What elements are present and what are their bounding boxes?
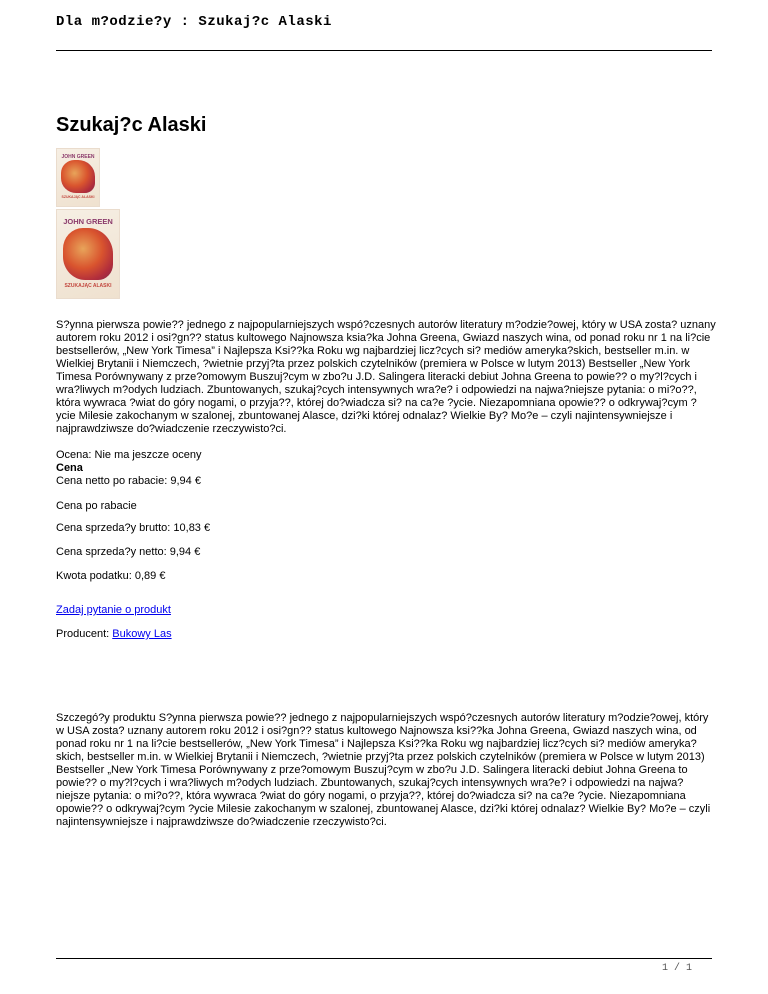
cover-book-title: SZUKAJĄC ALASKI [61, 195, 95, 199]
producer-label: Producent: [56, 628, 113, 640]
producer-link[interactable]: Bukowy Las [112, 628, 172, 640]
book-cover-thumbnail [56, 148, 100, 207]
price-after-discount: Cena po rabacie [56, 500, 137, 512]
document-header-title: Dla m?odzie?y : Szukaj?c Alaski [56, 14, 332, 30]
product-description: S?ynna pierwsza powie?? jednego z najpopularniejszych wspó?czesnych autorów literatury m?odzie?owej, który w USA zosta? uznany autorem roku 2012 i osi?gn?? status kultowego Najnowsza ksia?ka Johna Greena, Gwiazd naszych wina, od ponad roku nr 1 na li?cie bestsellerów, „New York Timesa” i Najlepsza Ksi??ka Roku wg najbardziej licz?cych si? mediów ameryka?skich, bestseller m.in. w Wielkiej Brytanii i Niemczech, ?wietnie przyj?ta przez polskich czytelników (premiera w Polsce w lutym 2013) Bestseller „New York Timesa Porównywany z prze?omowym Buszuj?cym w zbo?u J.D. Salingera literacki debiut Johna Greena to powie?? o my?l?cych i wra?liwych m?odych ludziach. Zbuntowanych, szukaj?cych intensywnych wra?e? i odpowiedzi na najwa?niejsze pytania: o mi?o??, która wywraca ?wiat do góry nogami, o przyja??, której do?wiadcza si? na ca?e ?ycie. Niezapomniana opowie?? o odkrywaj?cym ?ycie Milesie zakochanym w szalonej, zbuntowanej Alasce, dzi?ki której odnalaz? Wielkie By? Mo?e – czyli najintensywniejsze i najprawdziwsze do?wiadczenie rzeczywisto?ci. [56, 319, 716, 435]
rating-text: Ocena: Nie ma jeszcze oceny [56, 449, 202, 461]
cover-illustration [63, 228, 113, 280]
cover-author: JOHN GREEN [63, 217, 113, 226]
cover-author: JOHN GREEN [61, 154, 95, 160]
producer-line [56, 628, 716, 641]
page-number: 1 / 1 [661, 963, 692, 974]
header-divider [56, 50, 712, 51]
net-price-after-discount: Cena netto po rabacie: 9,94 € [56, 475, 201, 487]
cover-illustration [61, 160, 95, 193]
product-title: Szukaj?c Alaski [56, 114, 207, 136]
price-heading: Cena [56, 462, 83, 474]
book-cover-image [56, 209, 120, 299]
gross-sale-price: Cena sprzeda?y brutto: 10,83 € [56, 522, 211, 534]
net-sale-price: Cena sprzeda?y netto: 9,94 € [56, 546, 201, 558]
cover-book-title: SZUKAJĄC ALASKI [64, 283, 112, 289]
footer-divider [56, 958, 712, 959]
tax-amount: Kwota podatku: 0,89 € [56, 570, 166, 582]
product-details: Szczegó?y produktu S?ynna pierwsza powie?? jednego z najpopularniejszych wspó?czesnych autorów literatury m?odzie?owej, który w USA zosta? uznany autorem roku 2012 i osi?gn?? status kultowego Najnowsza ksi??ka Johna Greena, Gwiazd naszych wina, od ponad roku nr 1 na li?cie bestsellerów, „New York Timesa” i Najlepsza Ksi??ka Roku wg najbardziej licz?cych si? mediów ameryka?skich, bestseller m.in. w Wielkiej Brytanii i Niemczech, ?wietnie przyj?ta przez polskich czytelników (premiera w Polsce w lutym 2013) Bestseller „New York Timesa Porównywany z prze?omowym Buszuj?cym w zbo?u J.D. Salingera literacki debiut Johna Greena to powie?? o my?l?cych i wra?liwych m?odych ludziach. Zbuntowanych, szukaj?cych intensywnych wra?e? i odpowiedzi na najwa?niejsze pytania: o mi?o??, która wywraca ?wiat do góry nogami, o przyja??, której do?wiadcza si? na ca?e ?ycie. Niezapomniana opowie?? o odkrywaj?cym ?ycie Milesie zakochanym w szalonej, zbuntowanej Alasce, dzi?ki której odnalaz? Wielkie By? Mo?e – czyli najintensywniejsze i najprawdziwsze do?wiadczenie rzeczywisto?ci. [56, 712, 711, 828]
ask-question-link[interactable]: Zadaj pytanie o produkt [56, 604, 171, 616]
